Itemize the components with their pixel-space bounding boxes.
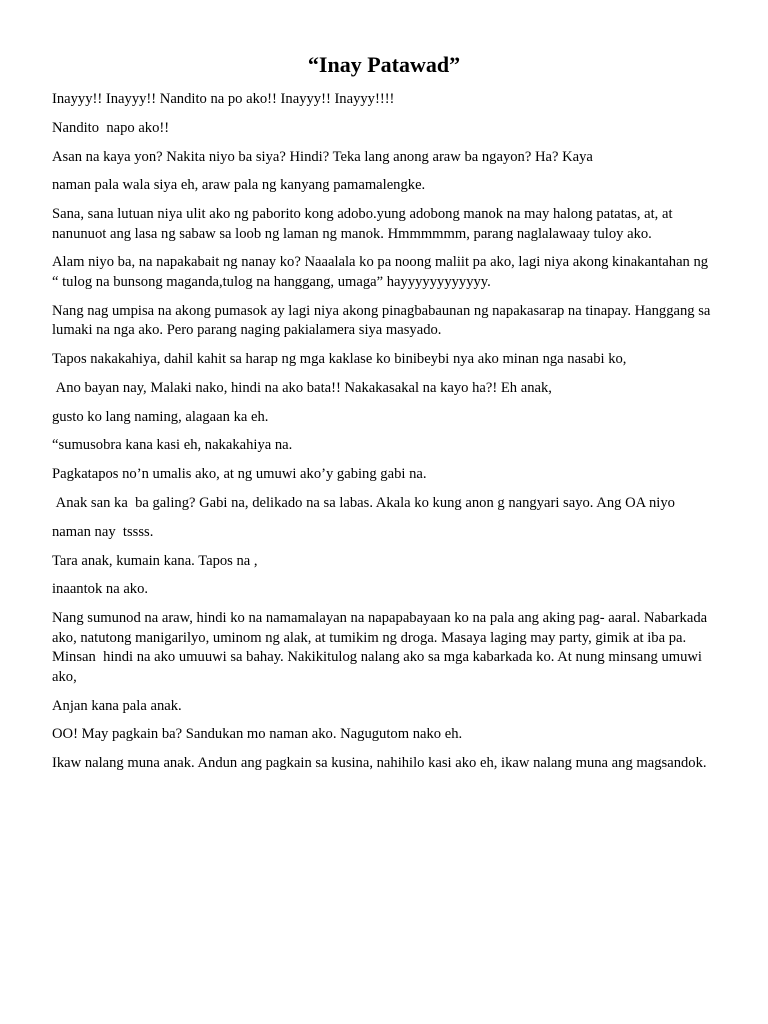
paragraph: “sumusobra kana kasi eh, nakakahiya na. (52, 437, 293, 454)
paragraph: Asan na kaya yon? Nakita niyo ba siya? Hindi? Teka lang anong araw ba ngayon? Ha? Kaya (52, 148, 593, 165)
paragraph: Ano bayan nay, Malaki nako, hindi na ako bata!! Nakakasakal na kayo ha?! Eh anak, (52, 379, 552, 396)
paragraph: OO! May pagkain ba? Sandukan mo naman ako. Nagugutom nako eh. (52, 726, 463, 743)
paragraph: Nang sumunod na araw, hindi ko na namamalayan na napapabayaan ko na pala ang aking pag- aaral. Nabarkada ako, natutong manigarilyo, uminom ng alak, at tumikim ng droga. Masaya laging may party, gimik at iba pa. Minsan hindi na ako umuuwi sa bahay. Nakikitulog nalang ako sa mga kabarkada ko. At nung minsang umuwi ako, (52, 610, 711, 685)
paragraph: Nang nag umpisa na akong pumasok ay lagi niya akong pinagbabaunan ng napakasarap na tinapay. Hanggang sa lumaki na nga ako. Pero parang naging pakialamera siya masyado. (52, 302, 715, 339)
paragraph: Pagkatapos no’n umalis ako, at ng umuwi ako’y gabing gabi na. (52, 466, 427, 483)
paragraph: Ikaw nalang muna anak. Andun ang pagkain sa kusina, nahihilo kasi ako eh, ikaw nalang muna ang magsandok. (52, 755, 707, 772)
paragraph: Tapos nakakahiya, dahil kahit sa harap ng mga kaklase ko binibeybi nya ako minan nga nasabi ko, (52, 351, 627, 368)
paragraph: naman pala wala siya eh, araw pala ng kanyang pamamalengke. (52, 177, 426, 194)
paragraph: naman nay tssss. (52, 523, 154, 540)
paragraph: Alam niyo ba, na napakabait ng nanay ko? Naaalala ko pa noong maliit pa ako, lagi niya akong kinakantahan ng “ tulog na bunsong maganda,tulog na hanggang, umaga” hayyyyyyyyyyyy. (52, 254, 712, 290)
paragraph: Tara anak, kumain kana. Tapos na , (52, 552, 258, 569)
document-body (52, 90, 714, 783)
paragraph: Sana, sana lutuan niya ulit ako ng paborito kong adobo.yung adobong manok na may halong patatas, at, at nanunuot ang lasa ng sabaw sa loob ng laman ng manok. Hmmmmmm, parang naglalawaay tuloy ako. (52, 206, 677, 242)
paragraph: inaantok na ako. (52, 581, 149, 598)
paragraph: Anjan kana pala anak. (52, 697, 182, 714)
paragraph: Nandito napo ako!! (52, 119, 170, 136)
paragraph: Inayyy!! Inayyy!! Nandito na po ako!! Inayyy!! Inayyy!!!! (52, 91, 395, 107)
paragraph: gusto ko lang naming, alagaan ka eh. (52, 408, 269, 425)
paragraph: Anak san ka ba galing? Gabi na, delikado na sa labas. Akala ko kung anon g nangyari sayo. Ang OA niyo (52, 495, 675, 512)
document-title: “Inay Patawad” (307, 52, 461, 77)
